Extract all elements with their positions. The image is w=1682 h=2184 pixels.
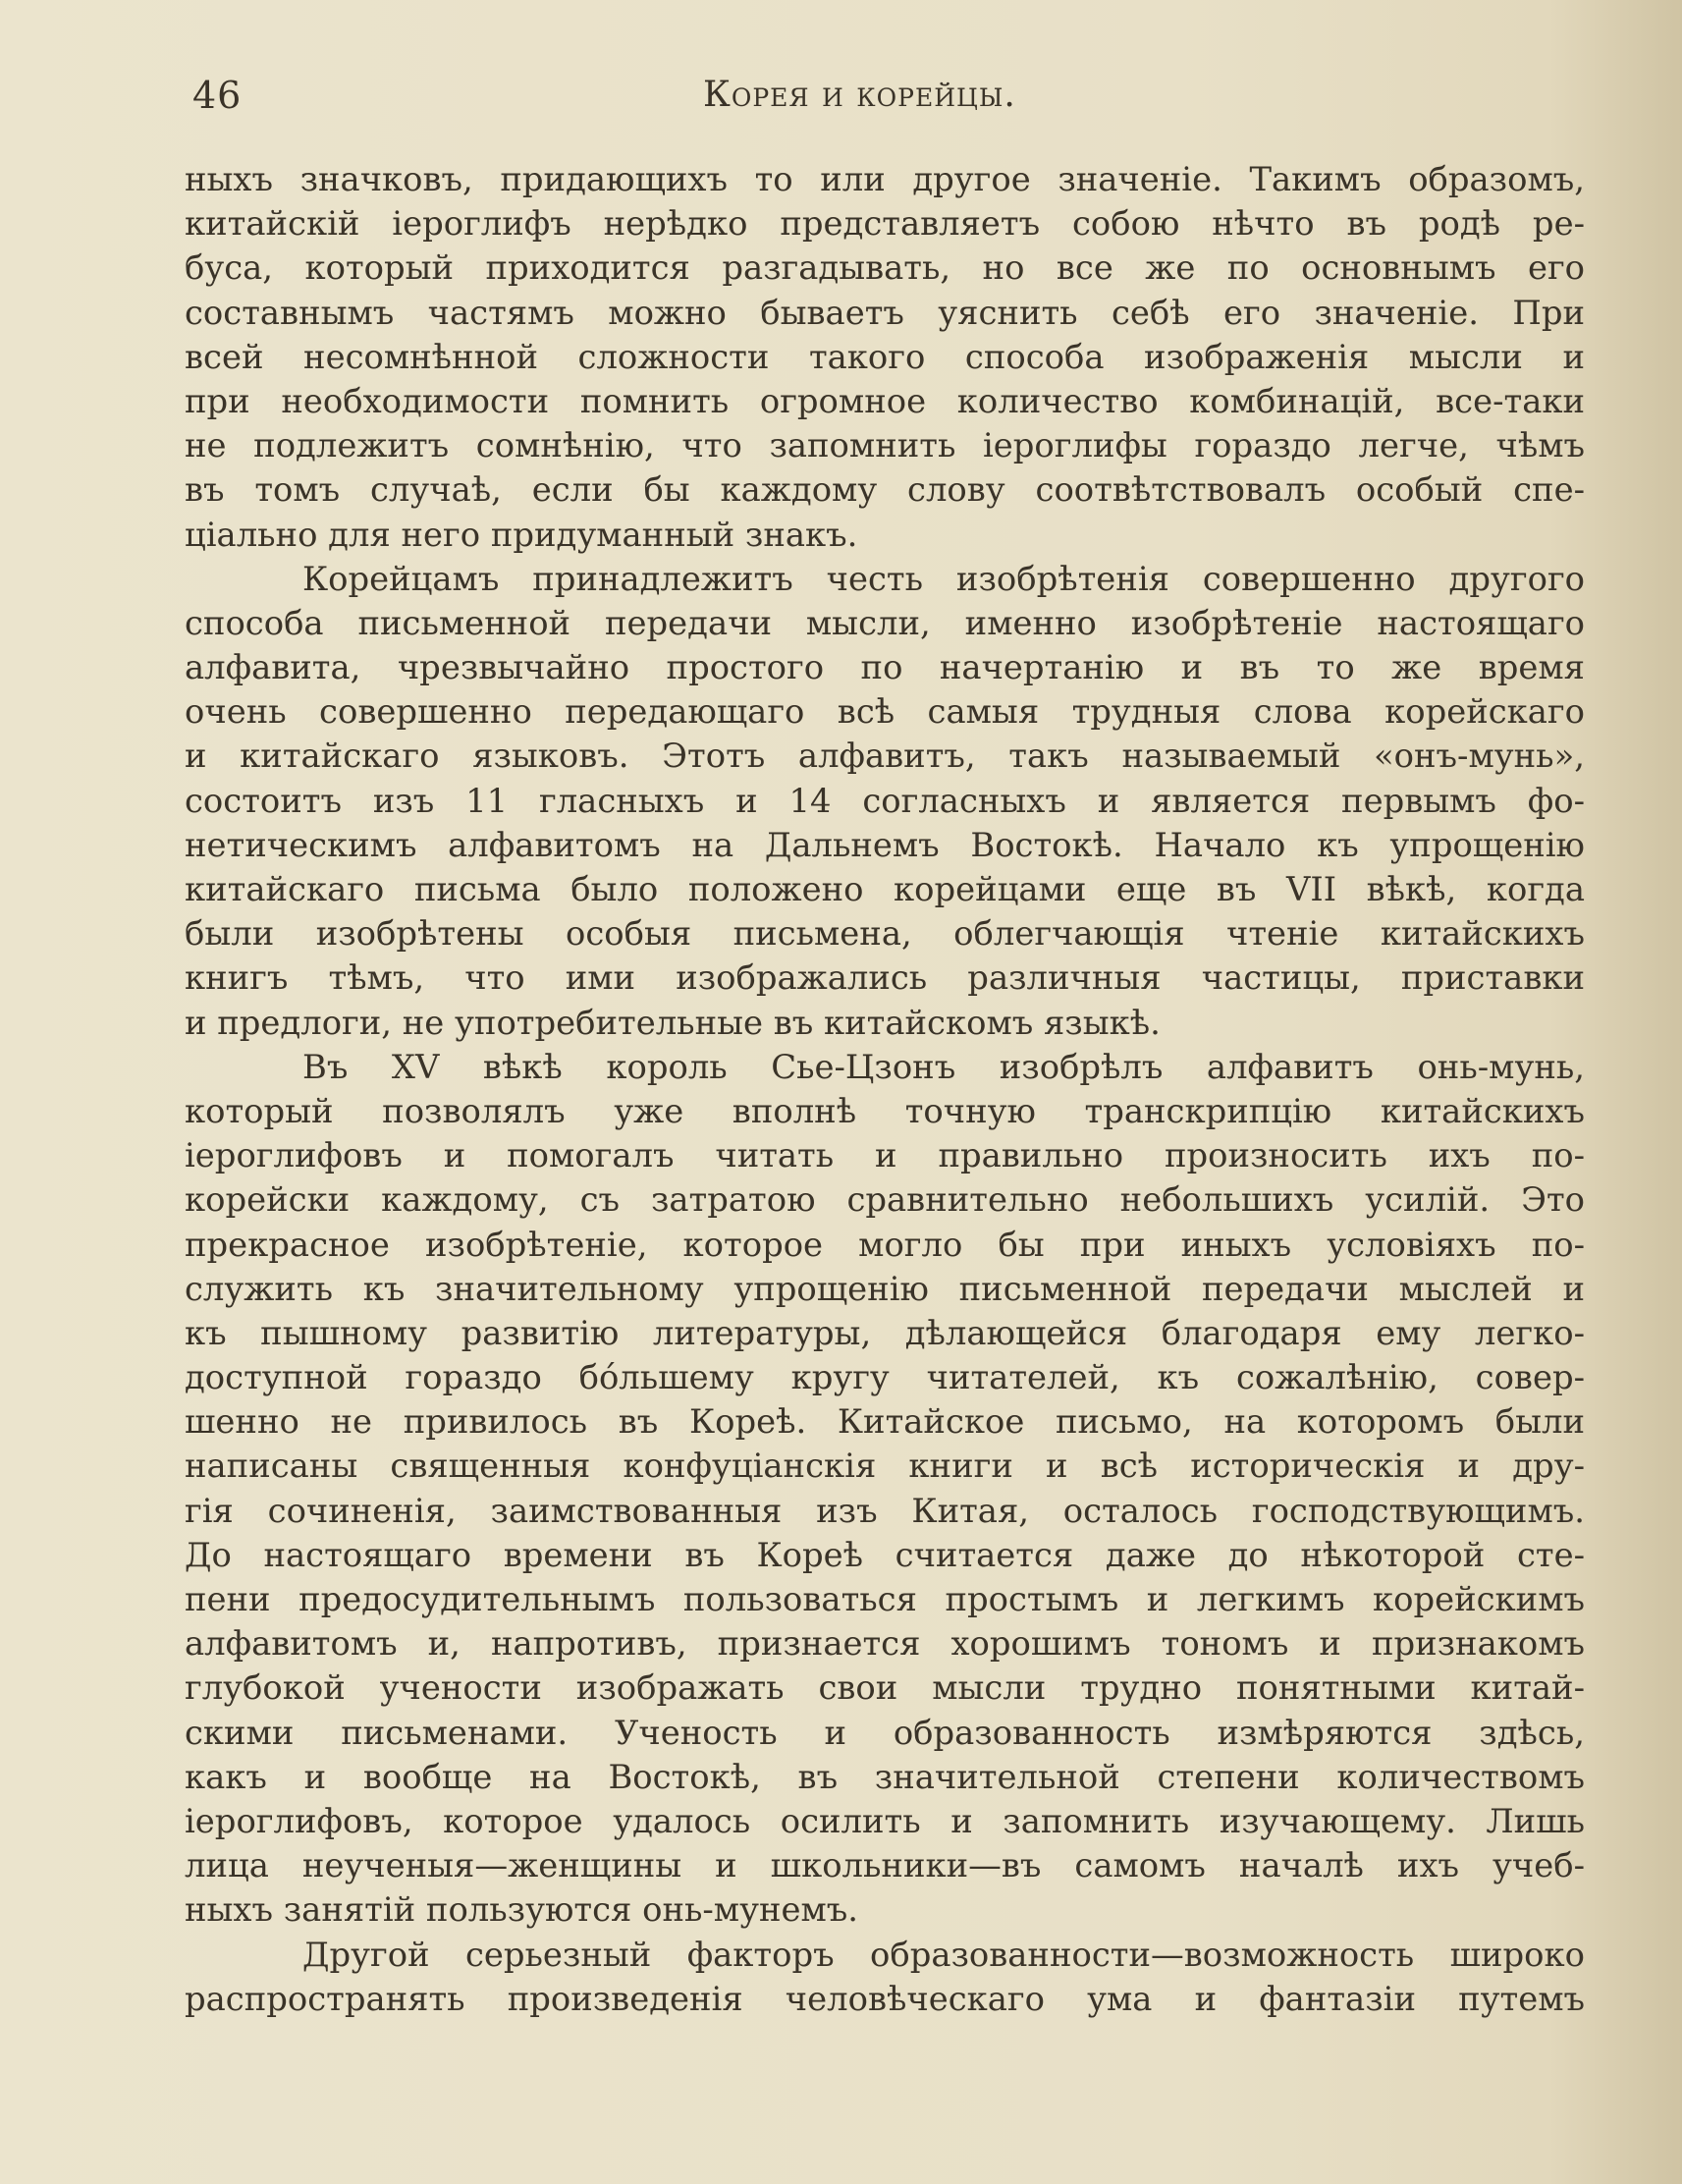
text-line: ныхъ занятiй пользуются онь-мунемъ. bbox=[185, 1890, 859, 1930]
text-line: способа письменной передачи мысли, именно изобрѣтенiе настоящаго bbox=[185, 603, 1585, 642]
text-line: распространять произведенiя человѣческаго ума и фантазiи путемъ bbox=[185, 1979, 1585, 2018]
running-title: Корея и корейцы. bbox=[703, 75, 1016, 115]
text-line: книгъ тѣмъ, что ими изображались различныя частицы, приставки bbox=[185, 958, 1585, 998]
text-line: алфавита, чрезвычайно простого по начертанiю и въ то же время bbox=[185, 648, 1585, 687]
text-line: составнымъ частямъ можно бываетъ уяснить себѣ его значенiе. При bbox=[185, 293, 1585, 332]
text-line: корейски каждому, съ затратою сравнительно небольшихъ усилiй. Это bbox=[185, 1180, 1585, 1220]
text-line: не подлежитъ сомнѣнiю, что запомнить iероглифы гораздо легче, чѣмъ bbox=[185, 426, 1585, 465]
text-line: буса, который приходится разгадывать, но все же по основнымъ его bbox=[185, 248, 1585, 288]
text-line: при необходимости помнить огромное количество комбинацiй, все-таки bbox=[185, 381, 1585, 420]
text-line: Корейцамъ принадлежитъ честь изобрѣтенiя совершенно другого bbox=[302, 559, 1585, 598]
text-line: доступной гораздо бóльшему кругу читателей, къ сожалѣнiю, совер- bbox=[185, 1358, 1585, 1397]
text-line: состоитъ изъ 11 гласныхъ и 14 согласныхъ и является первымъ фо- bbox=[185, 781, 1585, 820]
text-line: очень совершенно передающаго всѣ самыя трудныя слова корейскаго bbox=[185, 692, 1585, 732]
text-line: глубокой учености изображать свои мысли трудно понятными китай- bbox=[185, 1668, 1585, 1708]
text-line: лица неученыя—женщины и школьники—въ самомъ началѣ ихъ учеб- bbox=[185, 1846, 1585, 1885]
text-line: написаны священныя конфуцiанскiя книги и всѣ историческiя и дру- bbox=[185, 1447, 1585, 1486]
paragraph bbox=[185, 1045, 1585, 1933]
text-line: скими письменами. Ученость и образованность измѣряются здѣсь, bbox=[185, 1713, 1585, 1752]
text-line: который позволялъ уже вполнѣ точную транскрипцiю китайскихъ bbox=[185, 1091, 1585, 1130]
text-line: китайскаго письма было положено корейцами еще въ VII вѣкѣ, когда bbox=[185, 870, 1585, 908]
paragraph bbox=[185, 157, 1585, 557]
text-line: iероглифовъ, которое удалось осилить и запомнить изучающему. Лишь bbox=[185, 1801, 1585, 1840]
text-line: Въ XV вѣкѣ король Сье-Цзонъ изобрѣлъ алфавитъ онь-мунь, bbox=[302, 1047, 1585, 1086]
text-line: До настоящаго времени въ Кореѣ считается даже до нѣкоторой сте- bbox=[185, 1535, 1585, 1574]
text-line: iероглифовъ и помогалъ читать и правильно произносить ихъ по- bbox=[185, 1136, 1585, 1175]
text-line: какъ и вообще на Востокѣ, въ значительной степени количествомъ bbox=[185, 1757, 1585, 1796]
text-line: и предлоги, не употребительные въ китайскомъ языкѣ. bbox=[185, 1003, 1161, 1042]
text-line: алфавитомъ и, напротивъ, признается хорошимъ тономъ и признакомъ bbox=[185, 1624, 1585, 1664]
text-line: Другой серьезный факторъ образованности—возможность широко bbox=[302, 1935, 1585, 1974]
text-line: всей несомнѣнной сложности такого способа изображенiя мысли и bbox=[185, 337, 1585, 376]
body-text bbox=[185, 157, 1585, 2021]
text-line: шенно не привилось въ Кореѣ. Китайское письмо, на которомъ были bbox=[185, 1402, 1585, 1442]
text-line: къ пышному развитiю литературы, дѣлающейся благодаря ему легко- bbox=[185, 1313, 1585, 1352]
text-line: китайскiй iероглифъ нерѣдко представляетъ собою нѣчто въ родѣ ре- bbox=[185, 204, 1585, 244]
text-line: въ томъ случаѣ, если бы каждому слову соотвѣтствовалъ особый спе- bbox=[185, 470, 1585, 510]
text-line: и китайскаго языковъ. Этотъ алфавитъ, такъ называемый «онъ-мунь», bbox=[185, 737, 1585, 776]
text-line: гiя сочиненiя, заимствованныя изъ Китая, осталось господствующимъ. bbox=[185, 1491, 1585, 1530]
text-line: пени предосудительнымъ пользоваться простымъ и легкимъ корейскимъ bbox=[185, 1580, 1585, 1618]
text-line: были изобрѣтены особыя письмена, облегчающiя чтенiе китайскихъ bbox=[185, 914, 1585, 954]
paragraph bbox=[185, 557, 1585, 1045]
text-line: прекрасное изобрѣтенiе, которое могло бы при иныхъ условiяхъ по- bbox=[185, 1225, 1585, 1264]
text-line: ныхъ значковъ, придающихъ то или другое значенiе. Такимъ образомъ, bbox=[185, 160, 1585, 198]
text-line: служить къ значительному упрощенiю письменной передачи мыслей и bbox=[185, 1269, 1585, 1308]
text-line: цiально для него придуманный знакъ. bbox=[185, 515, 858, 554]
text-line: нетическимъ алфавитомъ на Дальнемъ Востокѣ. Начало къ упрощенiю bbox=[185, 825, 1585, 864]
page-number: 46 bbox=[192, 74, 243, 117]
page-header bbox=[192, 71, 1587, 120]
paragraph bbox=[185, 1933, 1585, 2021]
